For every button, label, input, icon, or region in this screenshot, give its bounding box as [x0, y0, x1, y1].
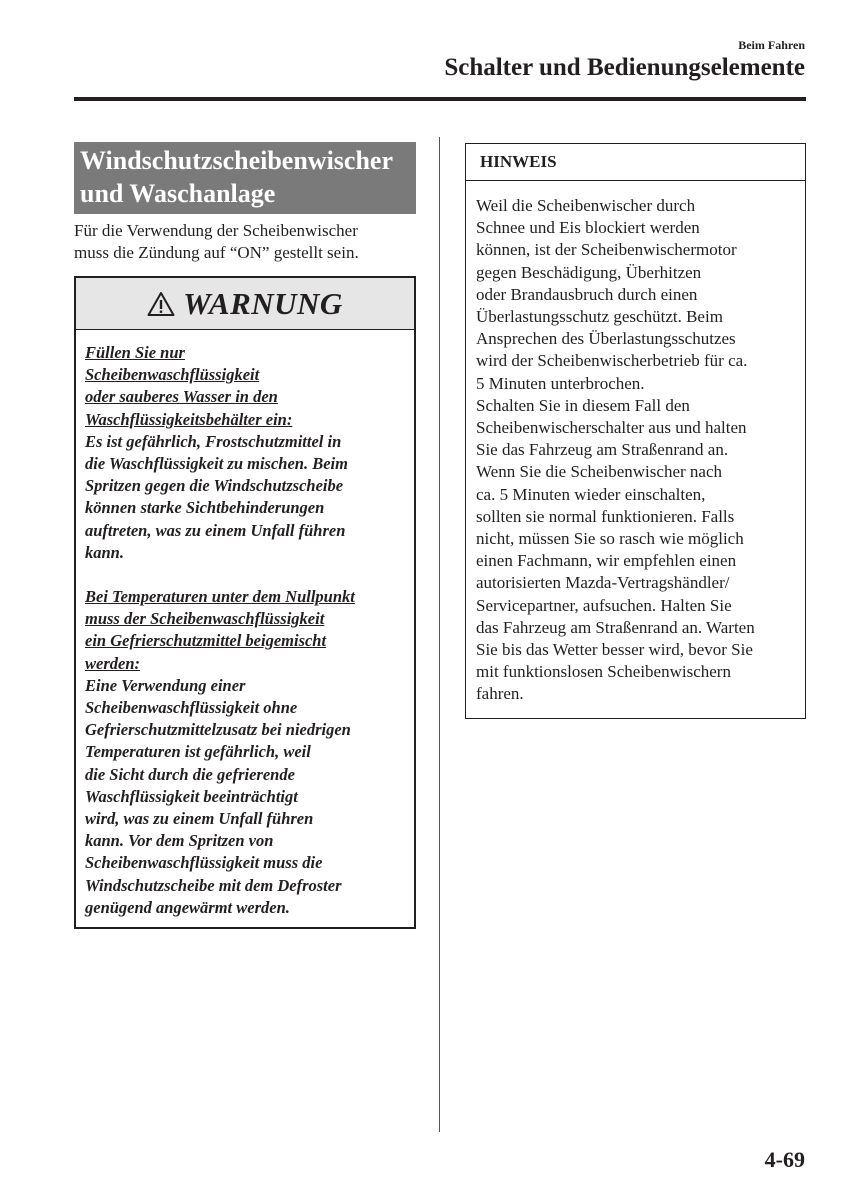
page-number: 4-69	[764, 1147, 805, 1172]
note-box	[465, 143, 806, 719]
warning-block-2-line: Waschflüssigkeit beeinträchtigt	[85, 786, 298, 806]
chapter-title: Schalter und Bedienungselemente	[444, 54, 805, 81]
section-label: Beim Fahren	[738, 38, 805, 52]
warning-block-2-line: Scheibenwaschflüssigkeit muss die	[85, 853, 323, 873]
paragraph-gap	[85, 564, 406, 586]
note-line: gegen Beschädigung, Überhitzen	[476, 262, 702, 282]
warning-block-1-line: auftreten, was zu einem Unfall führen	[85, 520, 346, 540]
note-line: ca. 5 Minuten wieder einschalten,	[476, 484, 706, 504]
left-column	[74, 142, 416, 929]
note-line: 5 Minuten unterbrochen.	[476, 373, 645, 393]
header-rule	[74, 97, 806, 101]
warning-block-1-line: die Waschflüssigkeit zu mischen. Beim	[85, 454, 348, 474]
warning-block-2-line: kann. Vor dem Spritzen von	[85, 831, 274, 851]
note-body	[466, 181, 805, 718]
note-line: wird der Scheibenwischerbetrieb für ca.	[476, 351, 748, 371]
note-line: fahren.	[476, 684, 524, 704]
note-line: Wenn Sie die Scheibenwischer nach	[476, 462, 722, 482]
warning-block-2-title-line: werden:	[85, 653, 140, 673]
note-line: mit funktionslosen Scheibenwischern	[476, 662, 731, 682]
note-line: Überlastungsschutz geschützt. Beim	[476, 307, 723, 327]
note-line: oder Brandausbruch durch einen	[476, 284, 698, 304]
note-line: Servicepartner, aufsuchen. Halten Sie	[476, 595, 732, 615]
warning-block-2-line: Scheibenwaschflüssigkeit ohne	[85, 698, 298, 718]
warning-block-2-line: Eine Verwendung einer	[85, 675, 246, 695]
note-line: Sie bis das Wetter besser wird, bevor Sie	[476, 640, 753, 660]
warning-block-1-title-line: Scheibenwaschflüssigkeit	[85, 365, 260, 385]
warning-block-1-line: kann.	[85, 542, 124, 562]
warning-block-1-title-line: Füllen Sie nur	[85, 343, 185, 362]
note-line: können, ist der Scheibenwischermotor	[476, 240, 737, 260]
column-divider	[439, 137, 440, 1132]
warning-block-2-line: Gefrierschutzmittelzusatz bei niedrigen	[85, 720, 351, 740]
warning-title: WARNUNG	[183, 285, 343, 321]
warning-block-1-title-line: Waschflüssigkeitsbehälter ein:	[85, 409, 293, 429]
warning-header	[76, 278, 414, 330]
warning-block-2-line: Windschutzscheibe mit dem Defroster	[85, 875, 342, 895]
warning-block-2-text	[85, 675, 406, 919]
warning-block-2-line: genügend angewärmt werden.	[85, 897, 290, 917]
warning-block-2-title	[85, 586, 406, 675]
note-title: HINWEIS	[466, 144, 805, 181]
warning-block-2-line: Temperaturen ist gefährlich, weil	[85, 742, 311, 762]
note-line: Ansprechen des Überlastungsschutzes	[476, 329, 736, 349]
section-heading-line-2: und Waschanlage	[80, 179, 276, 208]
section-heading-line-1: Windschutzscheibenwischer	[80, 146, 393, 175]
warning-block-1-line: können starke Sichtbehinderungen	[85, 498, 325, 518]
warning-block-2-line: wird, was zu einem Unfall führen	[85, 809, 314, 829]
warning-block-1-line: Es ist gefährlich, Frostschutzmittel in	[85, 431, 342, 451]
warning-triangle-icon	[147, 291, 175, 317]
note-line: sollten sie normal funktionieren. Falls	[476, 506, 735, 526]
note-line: Schnee und Eis blockiert werden	[476, 218, 700, 238]
intro-text	[74, 220, 416, 264]
right-column	[465, 143, 806, 719]
note-line: Sie das Fahrzeug am Straßenrand an.	[476, 440, 729, 460]
warning-block-1-text	[85, 431, 406, 564]
warning-block-1-line: Spritzen gegen die Windschutzscheibe	[85, 476, 344, 496]
warning-body	[76, 330, 414, 927]
note-line: einen Fachmann, wir empfehlen einen	[476, 551, 737, 571]
warning-block-2-line: die Sicht durch die gefrierende	[85, 764, 295, 784]
warning-block-2-title-line: muss der Scheibenwaschflüssigkeit	[85, 609, 325, 629]
note-line: das Fahrzeug am Straßenrand an. Warten	[476, 617, 755, 637]
note-line: autorisierten Mazda-Vertragshändler/	[476, 573, 730, 593]
warning-box	[74, 276, 416, 929]
intro-line-2: muss die Zündung auf “ON” gestellt sein.	[74, 243, 359, 262]
warning-block-1-title-line: oder sauberes Wasser in den	[85, 387, 278, 407]
note-line: Schalten Sie in diesem Fall den	[476, 395, 690, 415]
warning-block-2-title-line: ein Gefrierschutzmittel beigemischt	[85, 631, 327, 651]
note-line: Weil die Scheibenwischer durch	[476, 196, 696, 215]
intro-line-1: Für die Verwendung der Scheibenwischer	[74, 221, 358, 240]
warning-block-1-title	[85, 342, 406, 431]
note-line: nicht, müssen Sie so rasch wie möglich	[476, 529, 744, 549]
note-line: Scheibenwischerschalter aus und halten	[476, 418, 747, 438]
section-heading	[74, 142, 416, 214]
warning-block-2-title-line: Bei Temperaturen unter dem Nullpunkt	[85, 587, 355, 607]
